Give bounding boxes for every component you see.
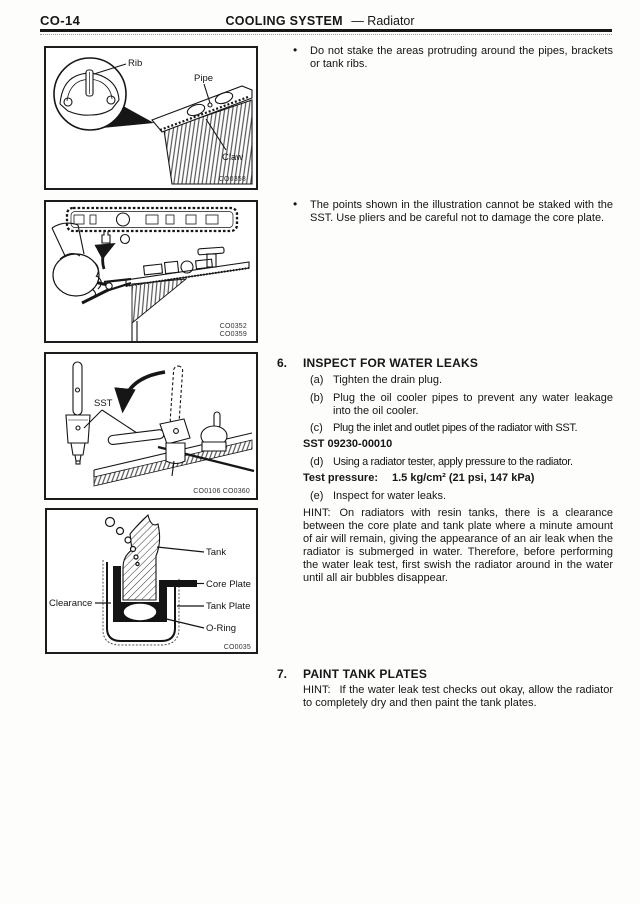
step-c-label: (c)	[310, 422, 323, 434]
step-c	[310, 422, 613, 435]
header-rule-dotted	[40, 34, 612, 35]
bullet-note-staking-text: Do not stake the areas protruding around the pipes, brackets or tank ribs.	[310, 45, 613, 70]
fig2-code-1: CO0352	[219, 323, 247, 330]
test-pressure-label: Test pressure:	[303, 472, 378, 484]
step-c-text: Plug the inlet and outlet pipes of the radiator with SST.	[333, 422, 578, 434]
hint-label: HINT:	[303, 507, 331, 519]
bullet-note-pliers-text: The points shown in the illustration cannot be staked with the SST. Use pliers and be careful not to damage the core plate.	[310, 199, 613, 224]
sst-tool-art	[66, 362, 254, 486]
section6-number: 6.	[277, 356, 288, 370]
fig3-code: CO0106 CO0360	[193, 488, 250, 495]
header-rule	[40, 29, 612, 32]
step-e	[310, 490, 613, 503]
section-title: COOLING SYSTEM	[225, 14, 343, 28]
page-code: CO-14	[40, 13, 81, 28]
bullet-marker: •	[293, 197, 298, 211]
fig1-label-pipe: Pipe	[194, 73, 214, 84]
section7-title: PAINT TANK PLATES	[303, 667, 428, 681]
figure-pliers-staking	[44, 200, 258, 343]
step-b-label: (b)	[310, 392, 324, 404]
fig4-label-tank-plate: Tank Plate	[206, 601, 251, 612]
fig2-code-2: CO0359	[219, 331, 247, 338]
figure-tank-cross-section	[45, 508, 258, 654]
fig4-label-clearance: Clearance	[49, 598, 93, 609]
sst-number-line: SST 09230-00010	[303, 438, 393, 450]
fig1-code: CO0358	[218, 176, 246, 183]
test-pressure-line	[303, 472, 534, 485]
fig1-label-claw: Claw	[222, 152, 244, 163]
section7-number: 7.	[277, 667, 288, 681]
figure-staking-areas-drawing	[46, 48, 256, 188]
bullet-note-pliers	[293, 199, 613, 225]
step-d	[310, 456, 613, 469]
step-e-label: (e)	[310, 490, 324, 502]
figure-sst-tool	[44, 352, 258, 500]
section6-title: INSPECT FOR WATER LEAKS	[303, 356, 479, 370]
cross-section-art	[95, 515, 204, 645]
core-plate-art	[52, 208, 249, 341]
bullet-marker: •	[293, 43, 298, 57]
figure-sst-drawing	[46, 354, 256, 498]
fig3-label-sst: SST	[94, 398, 113, 409]
section6-hint	[303, 507, 613, 585]
figure-cross-section-drawing	[47, 510, 256, 652]
bullet-note-staking	[293, 45, 613, 71]
step-b	[310, 392, 613, 418]
step-e-text: Inspect for water leaks.	[333, 490, 447, 502]
page-title	[0, 14, 640, 28]
figure-pliers-drawing	[46, 202, 256, 341]
test-pressure-value: 1.5 kg/cm² (21 psi, 147 kPa)	[392, 472, 535, 484]
section7-hint-text: If the water leak test checks out okay, allow the radiator to completely dry and then paint the tank plates.	[303, 684, 613, 709]
step-a-label: (a)	[310, 374, 324, 386]
section6-hint-text: On radiators with resin tanks, there is a clearance between the core plate and tank plate where a minute amount of air will remain, giving the appearance of an air leak when the radiator is submerged in water. Therefore, before performing the water leak test, first swish the radiator around in the water until all air bubbles disappear.	[303, 507, 613, 584]
fig4-label-core-plate: Core Plate	[206, 579, 251, 590]
fig4-code: CO0035	[223, 644, 251, 651]
fig4-label-o-ring: O-Ring	[206, 623, 237, 634]
radiator-corner-art	[54, 58, 252, 184]
figure-staking-areas	[44, 46, 258, 190]
step-a-text: Tighten the drain plug.	[333, 374, 443, 386]
section-subtitle: — Radiator	[351, 14, 415, 28]
step-a	[310, 374, 613, 387]
hint-label: HINT:	[303, 684, 331, 696]
fig1-label-rib: Rib	[128, 58, 143, 69]
section7-hint	[303, 684, 613, 710]
step-d-text: Using a radiator tester, apply pressure to the radiator.	[333, 456, 573, 468]
step-d-label: (d)	[310, 456, 324, 468]
fig4-label-tank: Tank	[206, 547, 227, 558]
step-b-text: Plug the oil cooler pipes to prevent any water leakage into the oil cooler.	[333, 392, 613, 417]
